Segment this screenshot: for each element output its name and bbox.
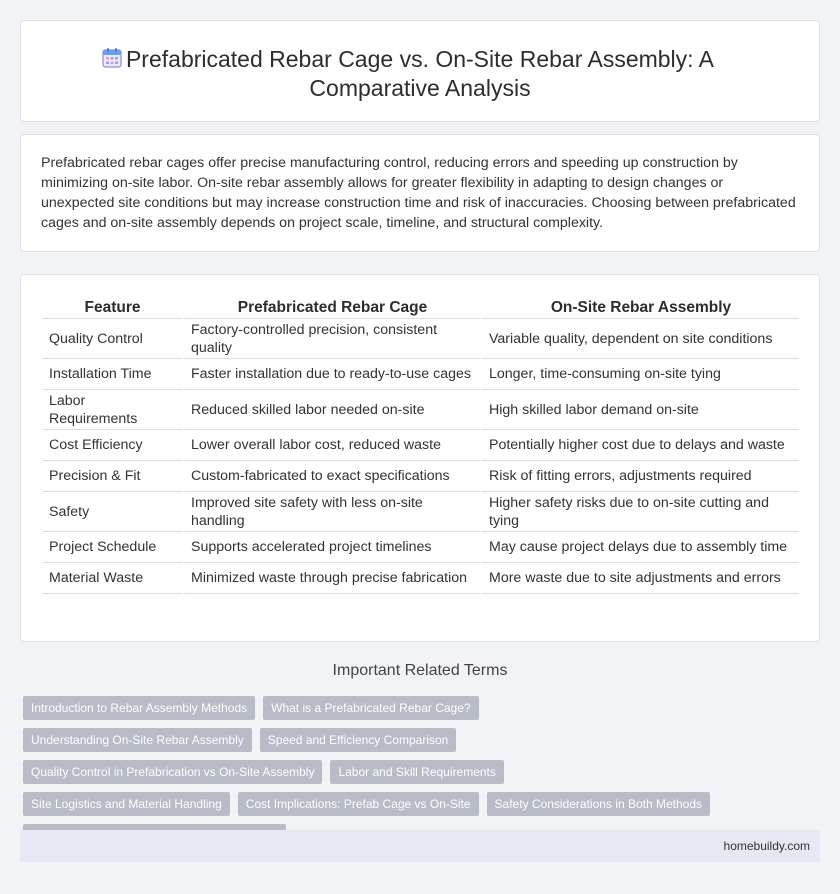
prefab-cell: Custom-fabricated to exact specifications	[182, 461, 480, 492]
onsite-cell: Higher safety risks due to on-site cutting and tying	[480, 492, 799, 532]
comparison-card	[20, 274, 820, 642]
related-term-tag[interactable]: Site Logistics and Material Handling	[23, 792, 230, 816]
feature-cell: Project Schedule	[43, 532, 182, 563]
related-term-tag[interactable]: Safety Considerations in Both Methods	[487, 792, 710, 816]
onsite-cell: Risk of fitting errors, adjustments required	[480, 461, 799, 492]
related-term-tag[interactable]: Labor and Skill Requirements	[330, 760, 503, 784]
feature-cell: Labor Requirements	[43, 390, 182, 430]
table-row	[43, 532, 799, 563]
related-term-tag[interactable]: Speed and Efficiency Comparison	[260, 728, 457, 752]
onsite-cell: High skilled labor demand on-site	[480, 390, 799, 430]
feature-cell: Installation Time	[43, 359, 182, 390]
onsite-cell: May cause project delays due to assembly time	[480, 532, 799, 563]
prefab-cell: Supports accelerated project timelines	[182, 532, 480, 563]
table-row	[43, 430, 799, 461]
prefab-cell: Lower overall labor cost, reduced waste	[182, 430, 480, 461]
feature-cell: Material Waste	[43, 563, 182, 594]
table-row	[43, 319, 799, 359]
prefab-cell: Minimized waste through precise fabrication	[182, 563, 480, 594]
prefab-cell: Faster installation due to ready-to-use cages	[182, 359, 480, 390]
onsite-cell: Potentially higher cost due to delays and waste	[480, 430, 799, 461]
related-term-tag[interactable]: Introduction to Rebar Assembly Methods	[23, 696, 255, 720]
title-card	[20, 20, 820, 122]
intro-card	[20, 134, 820, 252]
table-row	[43, 492, 799, 532]
feature-cell: Quality Control	[43, 319, 182, 359]
table-row	[43, 359, 799, 390]
page-title: Prefabricated Rebar Cage vs. On-Site Rebar Assembly: A Comparative Analysis	[125, 46, 715, 101]
prefab-cell: Factory-controlled precision, consistent quality	[182, 319, 480, 359]
related-term-tag[interactable]: Quality Control in Prefabrication vs On-Site Assembly	[23, 760, 322, 784]
table-header-row	[43, 295, 799, 319]
comparison-table	[43, 295, 799, 594]
header-on-site: On-Site Rebar Assembly	[480, 295, 799, 319]
feature-cell: Cost Efficiency	[43, 430, 182, 461]
header-feature: Feature	[43, 295, 182, 319]
prefab-cell: Improved site safety with less on-site handling	[182, 492, 480, 532]
related-term-tag[interactable]: Cost Implications: Prefab Cage vs On-Site	[238, 792, 479, 816]
intro-paragraph: Prefabricated rebar cages offer precise manufacturing control, reducing errors and speeding up construction by minimizing on-site labor. On-site rebar assembly allows for greater flexibility in adapting to design changes or unexpected site conditions but may increase construction time and risk of inaccuracies. Choosing between prefabricated cages and on-site assembly depends on project scale, timeline, and structural complexity.	[41, 155, 796, 231]
onsite-cell: Longer, time-consuming on-site tying	[480, 359, 799, 390]
table-row	[43, 390, 799, 430]
onsite-cell: Variable quality, dependent on site conditions	[480, 319, 799, 359]
prefab-cell: Reduced skilled labor needed on-site	[182, 390, 480, 430]
table-row	[43, 461, 799, 492]
table-row	[43, 563, 799, 594]
onsite-cell: More waste due to site adjustments and errors	[480, 563, 799, 594]
feature-cell: Safety	[43, 492, 182, 532]
footer	[20, 830, 820, 862]
feature-cell: Precision & Fit	[43, 461, 182, 492]
header-prefabricated: Prefabricated Rebar Cage	[182, 295, 480, 319]
related-terms-heading: Important Related Terms	[332, 662, 508, 679]
related-term-tag[interactable]: Understanding On-Site Rebar Assembly	[23, 728, 252, 752]
footer-site-link[interactable]: homebuildy.com	[723, 839, 810, 853]
related-term-tag[interactable]: What is a Prefabricated Rebar Cage?	[263, 696, 478, 720]
